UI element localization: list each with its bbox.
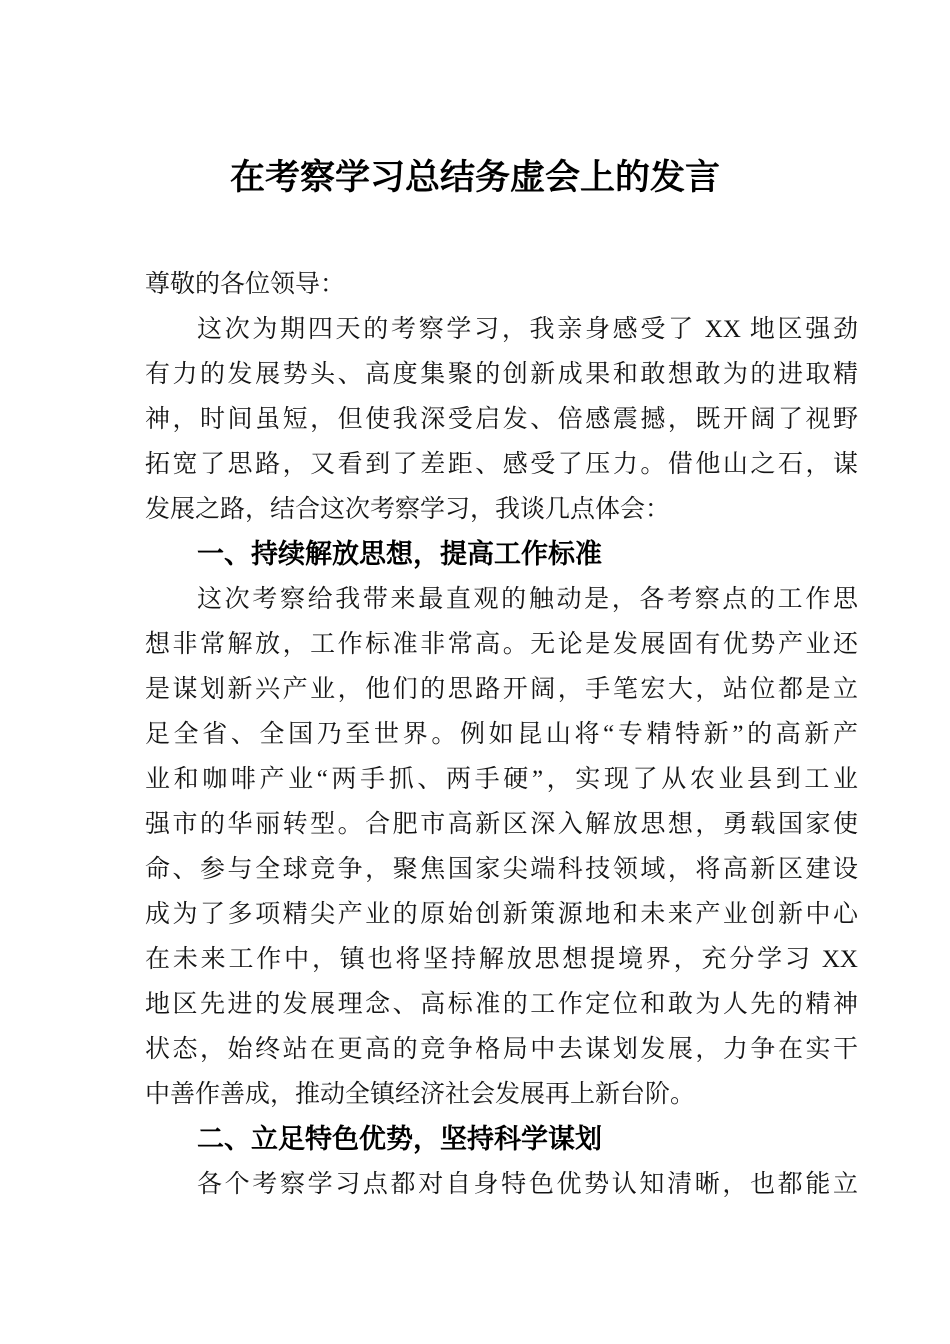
document-title: 在考察学习总结务虚会上的发言	[229, 158, 720, 197]
text-line: 足全省、全国乃至世界。例如昆山将“专精特新”的高新产	[145, 721, 858, 748]
text-line: 地区先进的发展理念、高标准的工作定位和敢为人先的精神	[145, 991, 858, 1018]
salutation: 尊敬的各位领导：	[145, 271, 346, 298]
text-line: 发展之路，结合这次考察学习，我谈几点体会：	[145, 496, 671, 523]
text-line: 状态，始终站在更高的竞争格局中去谋划发展，力争在实干	[145, 1036, 858, 1063]
text-line: 业和咖啡产业“两手抓、两手硬”，实现了从农业县到工业	[145, 766, 858, 793]
text-line: 这次考察给我带来最直观的触动是，各考察点的工作思	[197, 586, 858, 613]
text-line: 拓宽了思路，又看到了差距、感受了压力。借他山之石，谋	[145, 451, 858, 478]
section-heading-2: 二、立足特色优势，坚持科学谋划	[197, 1124, 602, 1154]
text-line: 强市的华丽转型。合肥市高新区深入解放思想，勇载国家使	[145, 811, 858, 838]
text-line: 成为了多项精尖产业的原始创新策源地和未来产业创新中心	[145, 901, 858, 928]
section-heading-1: 一、持续解放思想，提高工作标准	[197, 539, 602, 569]
text-line: 想非常解放，工作标准非常高。无论是发展固有优势产业还	[145, 631, 858, 658]
document-body	[145, 262, 858, 1207]
text-line: 各个考察学习点都对自身特色优势认知清晰，也都能立	[197, 1171, 858, 1198]
text-line: 神，时间虽短，但使我深受启发、倍感震撼，既开阔了视野	[145, 406, 858, 433]
text-line: 在未来工作中，镇也将坚持解放思想提境界，充分学习 XX	[145, 946, 858, 973]
text-line: 有力的发展势头、高度集聚的创新成果和敢想敢为的进取精	[145, 361, 858, 388]
text-line: 这次为期四天的考察学习，我亲身感受了 XX 地区强劲	[197, 316, 858, 343]
text-line: 是谋划新兴产业，他们的思路开阔，手笔宏大，站位都是立	[145, 676, 858, 703]
text-line: 命、参与全球竞争，聚焦国家尖端科技领域，将高新区建设	[145, 856, 858, 883]
text-line: 中善作善成，推动全镇经济社会发展再上新台阶。	[145, 1081, 696, 1108]
